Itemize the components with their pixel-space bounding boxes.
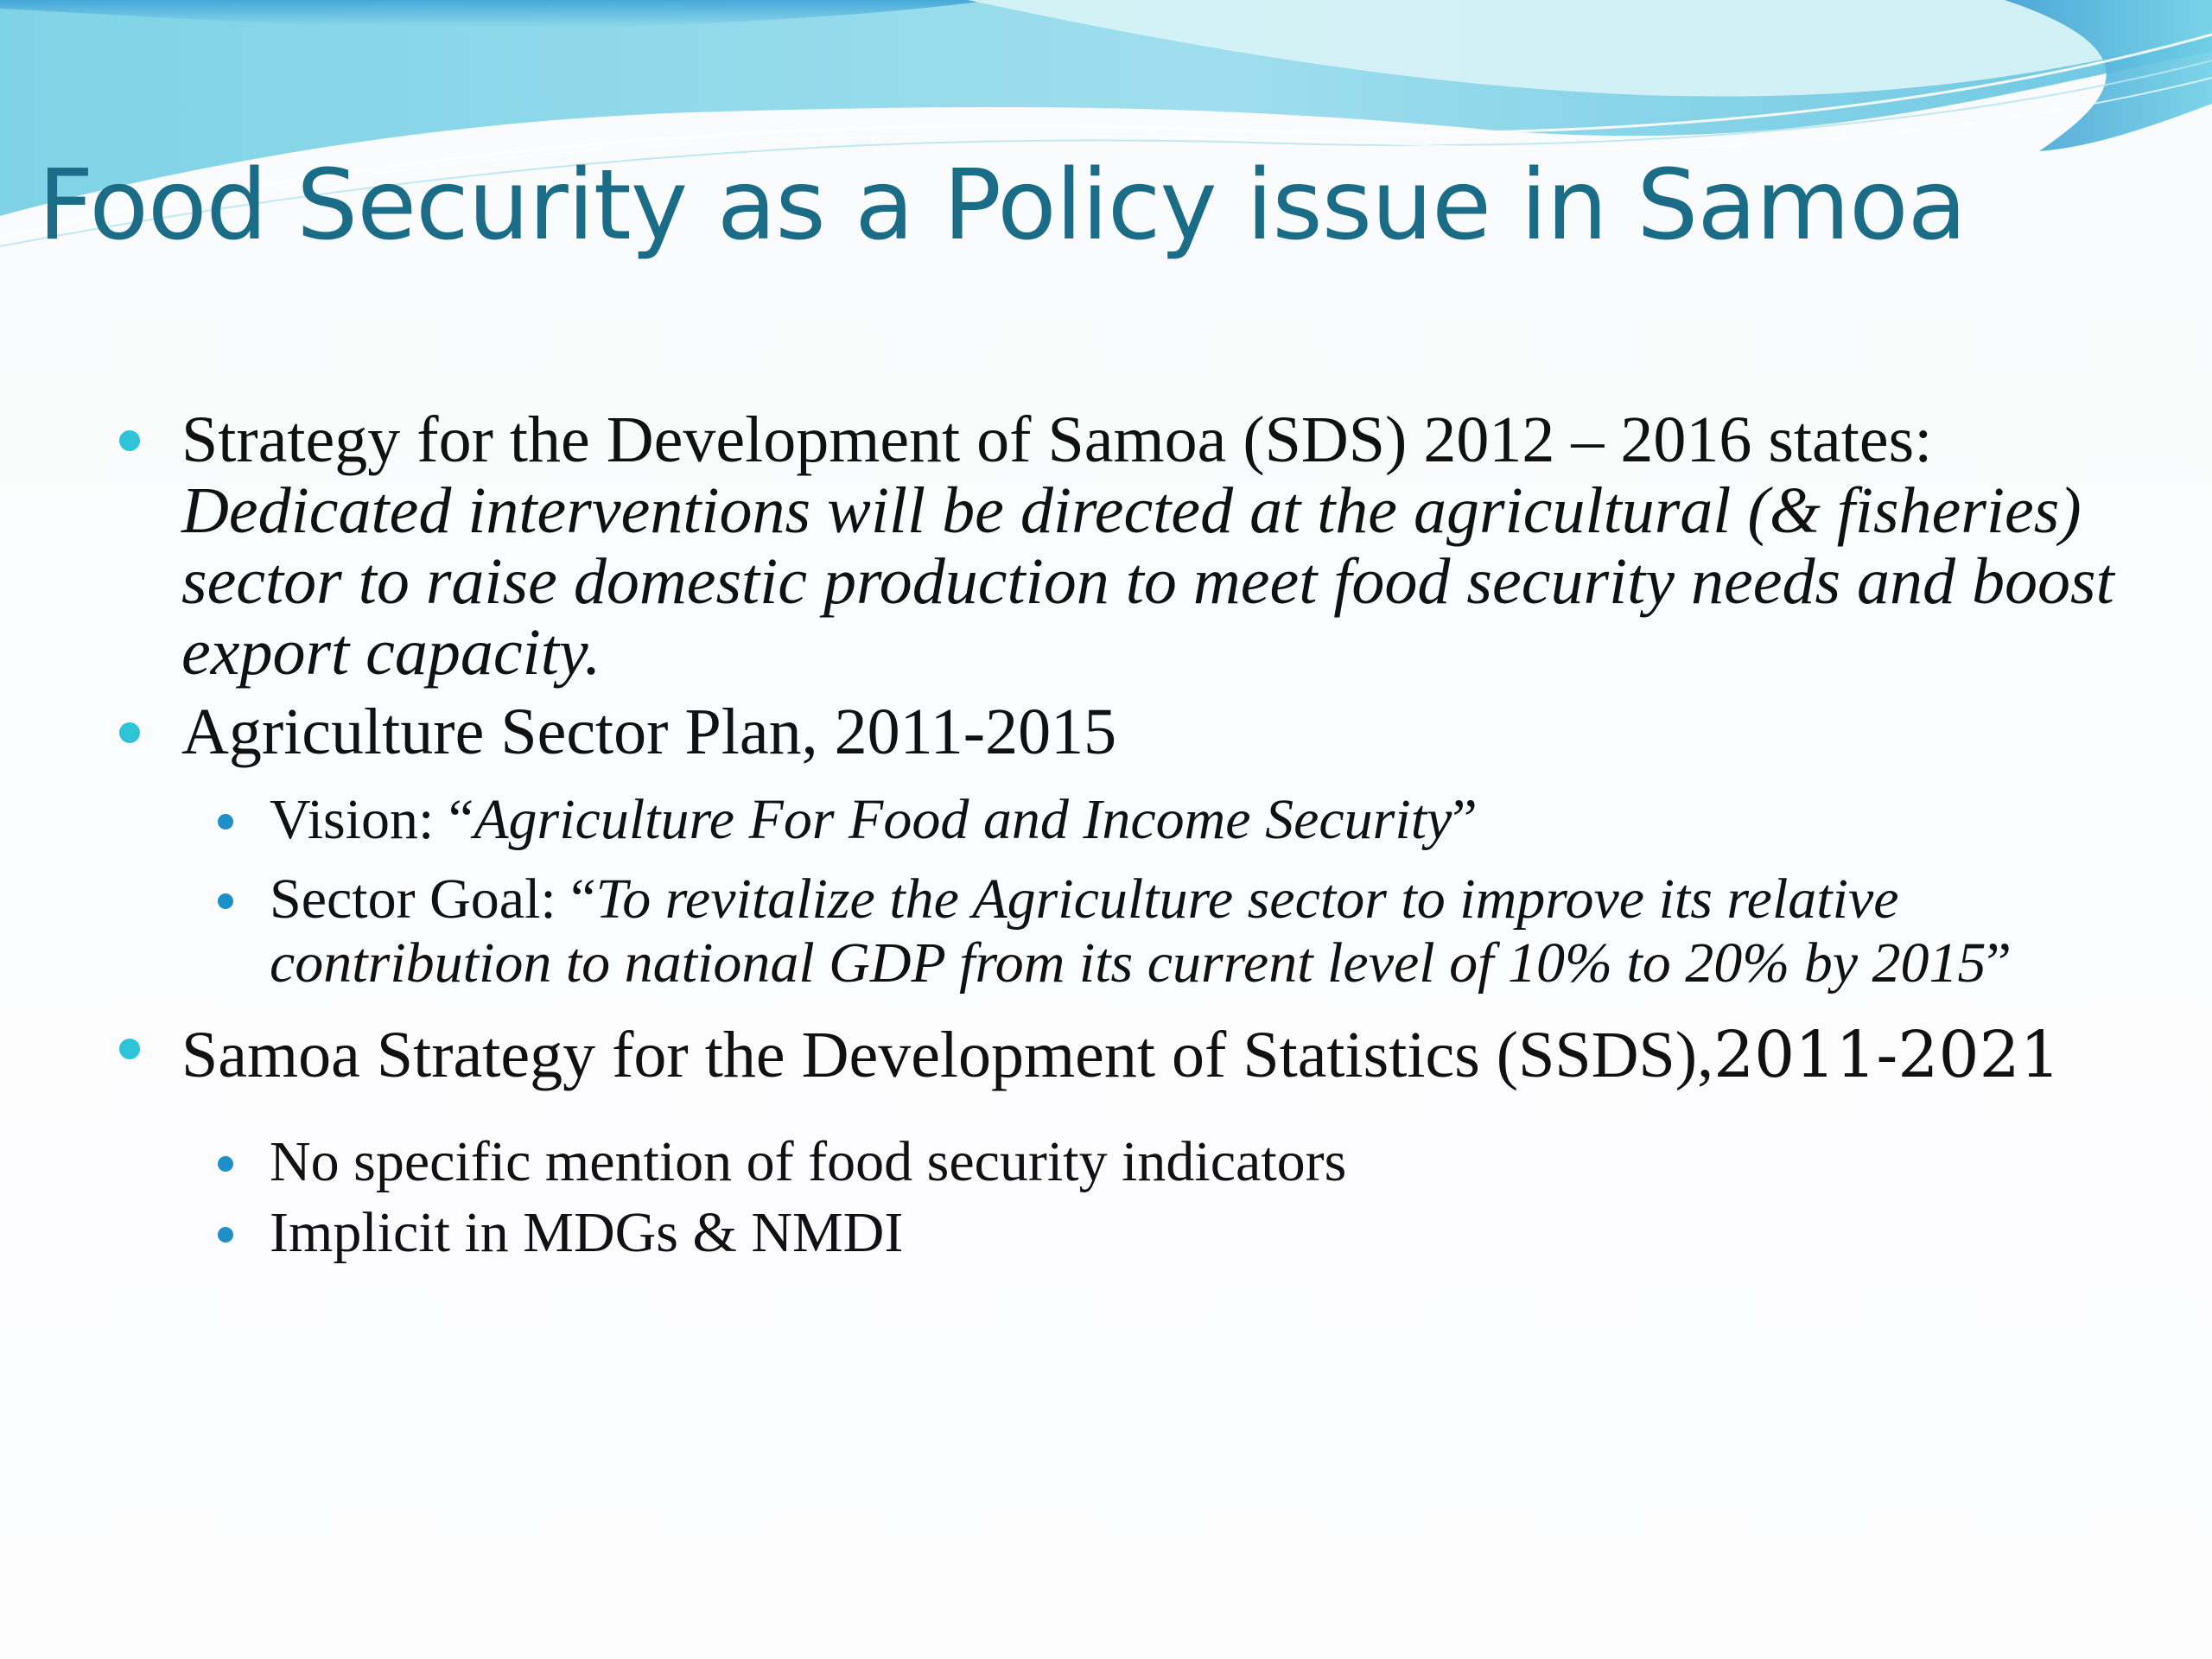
bullet-list: [112, 404, 2117, 1265]
sub-bullet-dot-icon: [218, 893, 233, 909]
bullet-sds: [112, 404, 2117, 688]
goal-suffix: ”: [1986, 931, 2012, 995]
vision-suffix: ”: [1452, 788, 1478, 851]
goal-prefix: Sector Goal: “: [270, 868, 596, 931]
slide-body: [112, 404, 2117, 1281]
sds-text: Strategy for the Development of Samoa (SDS) 2012 – 2016 states:: [181, 404, 1933, 476]
goal-quote: To revitalize the Agriculture sector to improve its relative contribution to national GDP from its current level of 10% to 20% by 2015: [270, 868, 1986, 995]
bullet-ssds: [112, 1013, 2117, 1265]
bullet-agriculture-plan: [112, 696, 2117, 995]
sub-bullet-vision: [112, 788, 2117, 852]
sub-bullet-dot-icon: [218, 1156, 233, 1172]
ssds-text: Samoa Strategy for the Development of Statistics (SSDS),: [181, 1019, 1714, 1091]
sub-bullet-no-indicators: [112, 1130, 2117, 1194]
ssds-sub-list: [181, 1130, 2117, 1265]
sub-bullet-implicit-mdgs: [112, 1201, 2117, 1265]
vision-quote: Agriculture For Food and Income Security: [474, 788, 1452, 851]
slide-title: Food Security as a Policy issue in Samoa: [38, 149, 1967, 262]
vision-prefix: Vision: “: [270, 788, 474, 851]
bullet-dot-icon: [119, 722, 140, 743]
implicit-text: Implicit in MDGs & NMDI: [270, 1201, 904, 1264]
agriculture-sub-list: [181, 788, 2117, 995]
sub-bullet-dot-icon: [218, 814, 233, 830]
agriculture-plan-text: Agriculture Sector Plan, 2011-2015: [181, 696, 1117, 768]
sds-quote: Dedicated interventions will be directed at the agricultural (& fisheries) sector to raise domestic production to meet food security needs and boost export capacity.: [181, 474, 2114, 689]
sub-bullet-dot-icon: [218, 1227, 233, 1243]
sub-bullet-sector-goal: [112, 868, 2117, 995]
bullet-dot-icon: [119, 1039, 140, 1059]
ssds-years: 2011-2021: [1713, 1018, 2061, 1092]
bullet-dot-icon: [119, 430, 140, 451]
no-indicators-text: No specific mention of food security indicators: [270, 1130, 1347, 1193]
